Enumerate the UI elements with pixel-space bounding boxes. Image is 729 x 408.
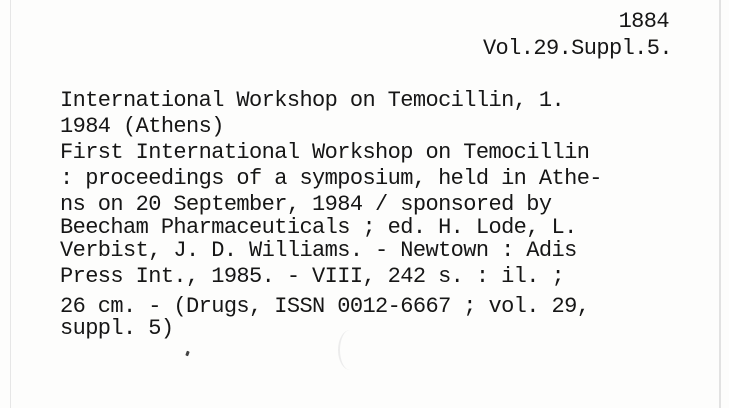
call-number-line-2: Vol.29.Suppl.5. (482, 36, 672, 61)
heading-line: International Workshop on Temocillin, 1. (60, 88, 565, 113)
paper-smudge (338, 330, 362, 370)
imprint-line: Press Int., 1985. - VIII, 242 s. : il. ; (60, 264, 565, 289)
description-line: ns on 20 September, 1984 / sponsored by (60, 192, 552, 217)
imprint-line: Verbist, J. D. Williams. - Newtown : Adis (60, 238, 577, 263)
description-line: Beecham Pharmaceuticals ; ed. H. Lode, L. (60, 215, 577, 240)
title-line: First International Workshop on Temocillin (60, 140, 590, 165)
ink-mark (185, 351, 190, 357)
heading-line-continued: 1984 (Athens) (60, 114, 224, 139)
series-line: 26 cm. - (Drugs, ISSN 0012-6667 ; vol. 29, (60, 294, 590, 319)
card-right-edge (719, 0, 721, 408)
subtitle-line: : proceedings of a symposium, held in Athe- (60, 166, 602, 191)
series-line: suppl. 5) (60, 316, 174, 341)
card-left-edge (10, 0, 11, 408)
call-number-line-1: 1884 (618, 9, 669, 34)
